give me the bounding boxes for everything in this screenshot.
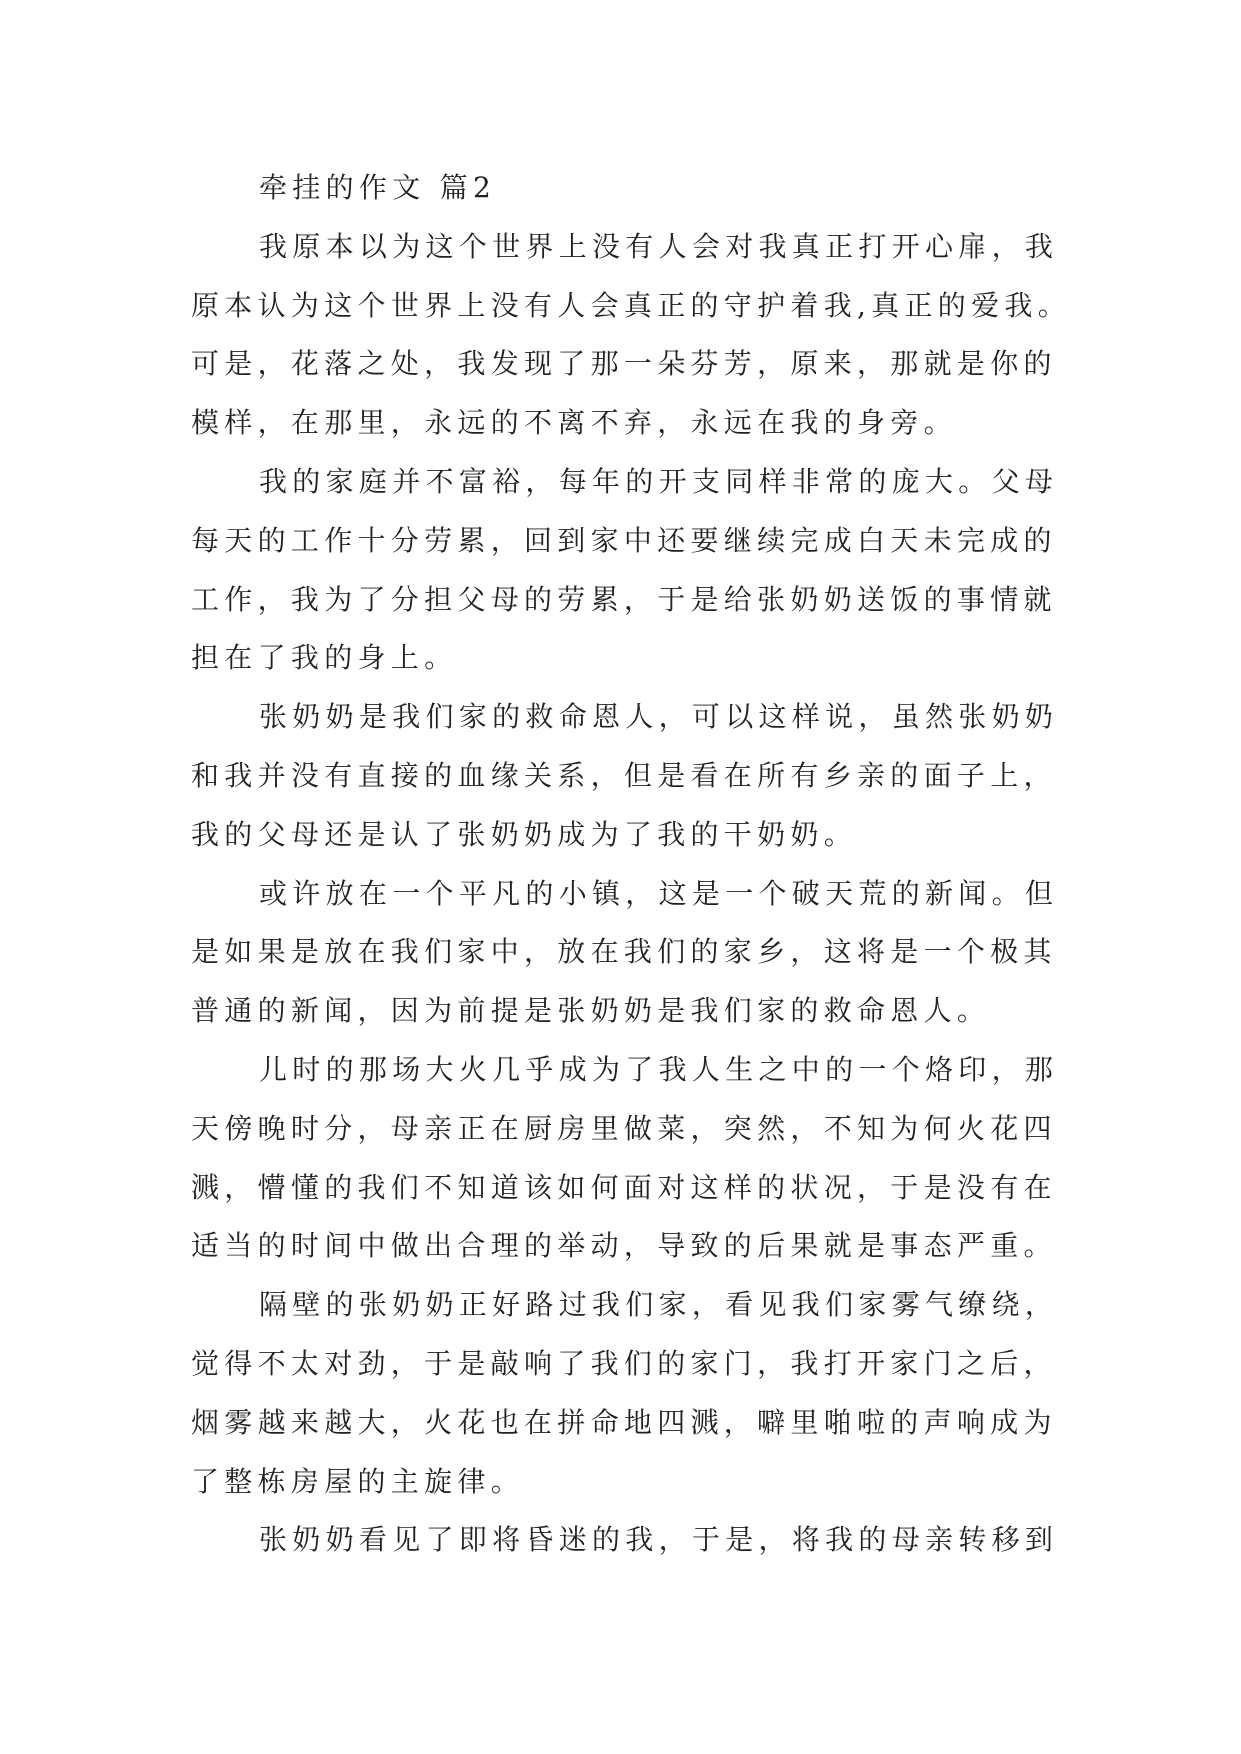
text-line: 普通的新闻，因为前提是张奶奶是我们家的救命恩人。 — [191, 994, 991, 1028]
text-line: 原本认为这个世界上没有人会真正的守护着我,真正的爱我。 — [191, 288, 1072, 322]
text-line: 儿时的那场大火几乎成为了我人生之中的一个烙印，那 — [259, 1052, 1059, 1086]
text-line: 和我并没有直接的血缘关系，但是看在所有乡亲的面子上， — [191, 758, 1057, 792]
paragraph — [191, 218, 1151, 453]
text-line: 担在了我的身上。 — [191, 641, 458, 675]
text-line: 可是，花落之处，我发现了那一朵芬芳，原来，那就是你的 — [191, 347, 1057, 381]
text-line: 隔壁的张奶奶正好路过我们家，看见我们家雾气缭绕， — [259, 1288, 1059, 1322]
paragraph — [191, 1276, 1151, 1511]
text-line: 烟雾越来越大，火花也在拼命地四溅，噼里啪啦的声响成为 — [191, 1405, 1057, 1439]
text-line: 工作，我为了分担父母的劳累，于是给张奶奶送饭的事情就 — [191, 582, 1057, 616]
text-line: 每天的工作十分劳累，回到家中还要继续完成白天未完成的 — [191, 523, 1057, 557]
text-line: 适当的时间中做出合理的举动，导致的后果就是事态严重。 — [191, 1229, 1057, 1263]
text-line: 我的父母还是认了张奶奶成为了我的干奶奶。 — [191, 817, 858, 851]
text-line: 天傍晚时分，母亲正在厨房里做菜，突然，不知为何火花四 — [191, 1111, 1057, 1145]
text-line: 是如果是放在我们家中，放在我们的家乡，这将是一个极其 — [191, 935, 1057, 969]
document-body — [191, 159, 1151, 1570]
text-line: 模样，在那里，永远的不离不弃，永远在我的身旁。 — [191, 406, 957, 440]
text-line: 或许放在一个平凡的小镇，这是一个破天荒的新闻。但 — [259, 876, 1059, 910]
paragraph — [191, 453, 1151, 688]
text-line: 我的家庭并不富裕，每年的开支同样非常的庞大。父母 — [259, 464, 1059, 498]
paragraph — [191, 688, 1151, 864]
paragraph — [191, 865, 1151, 1041]
text-line: 我原本以为这个世界上没有人会对我真正打开心扉，我 — [259, 229, 1059, 263]
text-line: 了整栋房屋的主旋律。 — [191, 1464, 525, 1498]
text-line: 溅，懵懂的我们不知道该如何面对这样的状况，于是没有在 — [191, 1170, 1057, 1204]
text-line: 张奶奶看见了即将昏迷的我，于是，将我的母亲转移到 — [259, 1523, 1059, 1557]
text-line: 张奶奶是我们家的救命恩人，可以这样说，虽然张奶奶 — [259, 700, 1059, 734]
paragraph — [191, 1511, 1151, 1570]
text-line: 觉得不太对劲，于是敲响了我们的家门，我打开家门之后， — [191, 1346, 1057, 1380]
document-title: 牵挂的作文 篇2 — [259, 171, 497, 204]
paragraph — [191, 1041, 1151, 1276]
